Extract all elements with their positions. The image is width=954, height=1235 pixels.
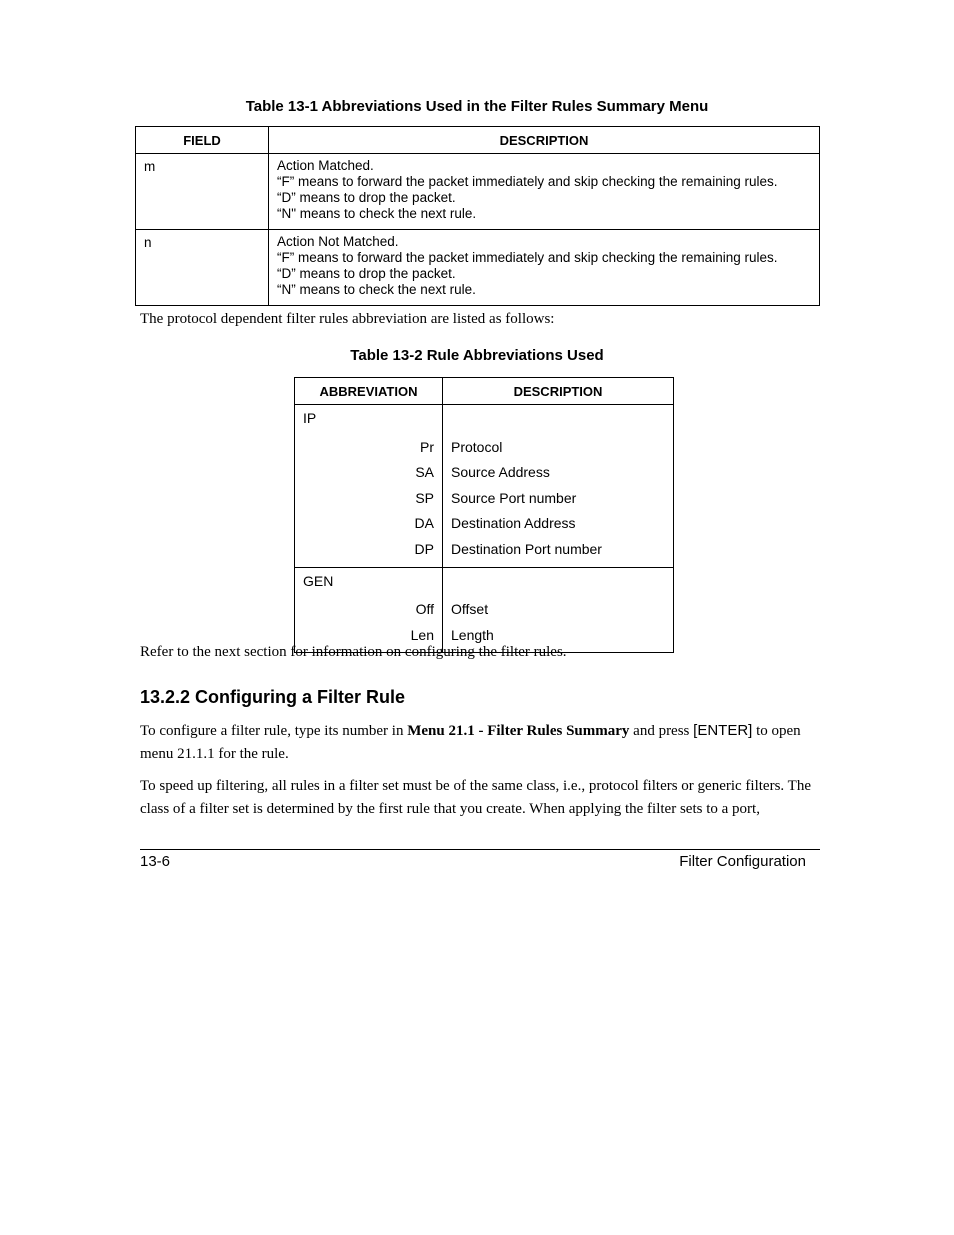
paragraph-text: and press bbox=[629, 723, 694, 739]
refer-paragraph: Refer to the next section for information on configuring the filter rules. bbox=[140, 644, 567, 660]
abbreviation-cell bbox=[295, 567, 443, 653]
description-cell bbox=[269, 154, 820, 230]
abbreviation-description: Destination Address bbox=[451, 515, 576, 532]
description-line: “F” means to forward the packet immediately and skip checking the remaining rules. bbox=[277, 250, 778, 265]
column-header-description: DESCRIPTION bbox=[443, 378, 674, 405]
rule-abbreviations-table bbox=[294, 377, 674, 653]
description-cell bbox=[443, 405, 674, 568]
abbreviation-description: Source Port number bbox=[451, 489, 577, 506]
abbreviations-table bbox=[135, 126, 820, 306]
table-row-gen-group bbox=[295, 567, 674, 653]
enter-key-reference: [ENTER] bbox=[693, 722, 753, 739]
section-heading: 13.2.2 Configuring a Filter Rule bbox=[140, 687, 406, 707]
description-cell bbox=[269, 230, 820, 306]
description-line: “D” means to drop the packet. bbox=[277, 266, 456, 281]
group-name: IP bbox=[303, 410, 317, 426]
group-name: GEN bbox=[303, 572, 334, 589]
description-line: Action Not Matched. bbox=[277, 234, 399, 249]
table-row-ip-group bbox=[295, 405, 674, 568]
column-header-abbreviation: ABBREVIATION bbox=[295, 378, 443, 405]
intro-paragraph: The protocol dependent filter rules abbreviation are listed as follows: bbox=[140, 311, 555, 327]
description-line: “F” means to forward the packet immediately and skip checking the remaining rules. bbox=[277, 174, 778, 189]
abbreviation-cell bbox=[295, 405, 443, 568]
table-header-row bbox=[136, 127, 820, 154]
speed-paragraph: To speed up filtering, all rules in a filter set must be of the same class, i.e., protocol filters or generic filters. The class of a filter set is determined by the first rule that you create. When applying the filter sets to a port, bbox=[140, 778, 811, 817]
abbreviation: Len bbox=[410, 626, 434, 643]
table-row bbox=[136, 154, 820, 230]
description-cell bbox=[443, 567, 674, 653]
footer-divider bbox=[140, 849, 820, 850]
abbreviation: DA bbox=[414, 515, 434, 532]
description-line: “N” means to check the next rule. bbox=[277, 282, 476, 297]
column-header-description: DESCRIPTION bbox=[269, 127, 820, 154]
table-row bbox=[136, 230, 820, 306]
abbreviation-description: Length bbox=[451, 626, 494, 643]
table2-caption: Table 13-2 Rule Abbreviations Used bbox=[350, 347, 604, 364]
abbreviation-description: Offset bbox=[451, 601, 489, 618]
abbreviation: SA bbox=[415, 464, 434, 481]
field-cell: m bbox=[136, 154, 269, 230]
chapter-title: Filter Configuration bbox=[679, 853, 806, 870]
table-header-row bbox=[295, 378, 674, 405]
abbreviation: DP bbox=[414, 540, 434, 557]
description-line: “N" means to check the next rule. bbox=[277, 206, 477, 221]
abbreviation: Pr bbox=[420, 438, 434, 455]
paragraph-text: to open menu 21.1.1 for the rule. bbox=[140, 723, 801, 762]
menu-reference: Menu 21.1 - Filter Rules Summary bbox=[407, 723, 630, 739]
description-line: “D” means to drop the packet. bbox=[277, 190, 456, 205]
page-number: 13-6 bbox=[140, 853, 171, 870]
field-cell: n bbox=[136, 230, 269, 306]
description-line: Action Matched. bbox=[277, 158, 374, 173]
paragraph-text: To configure a filter rule, type its number in bbox=[140, 723, 408, 739]
abbreviation: Off bbox=[415, 601, 434, 618]
configure-paragraph bbox=[140, 719, 820, 766]
table1-caption: Table 13-1 Abbreviations Used in the Filter Rules Summary Menu bbox=[245, 98, 709, 115]
abbreviation-description: Protocol bbox=[451, 438, 503, 455]
abbreviation-description: Source Address bbox=[451, 464, 550, 481]
abbreviation: SP bbox=[415, 489, 434, 506]
abbreviation-description: Destination Port number bbox=[451, 540, 602, 557]
column-header-field: FIELD bbox=[136, 127, 269, 154]
